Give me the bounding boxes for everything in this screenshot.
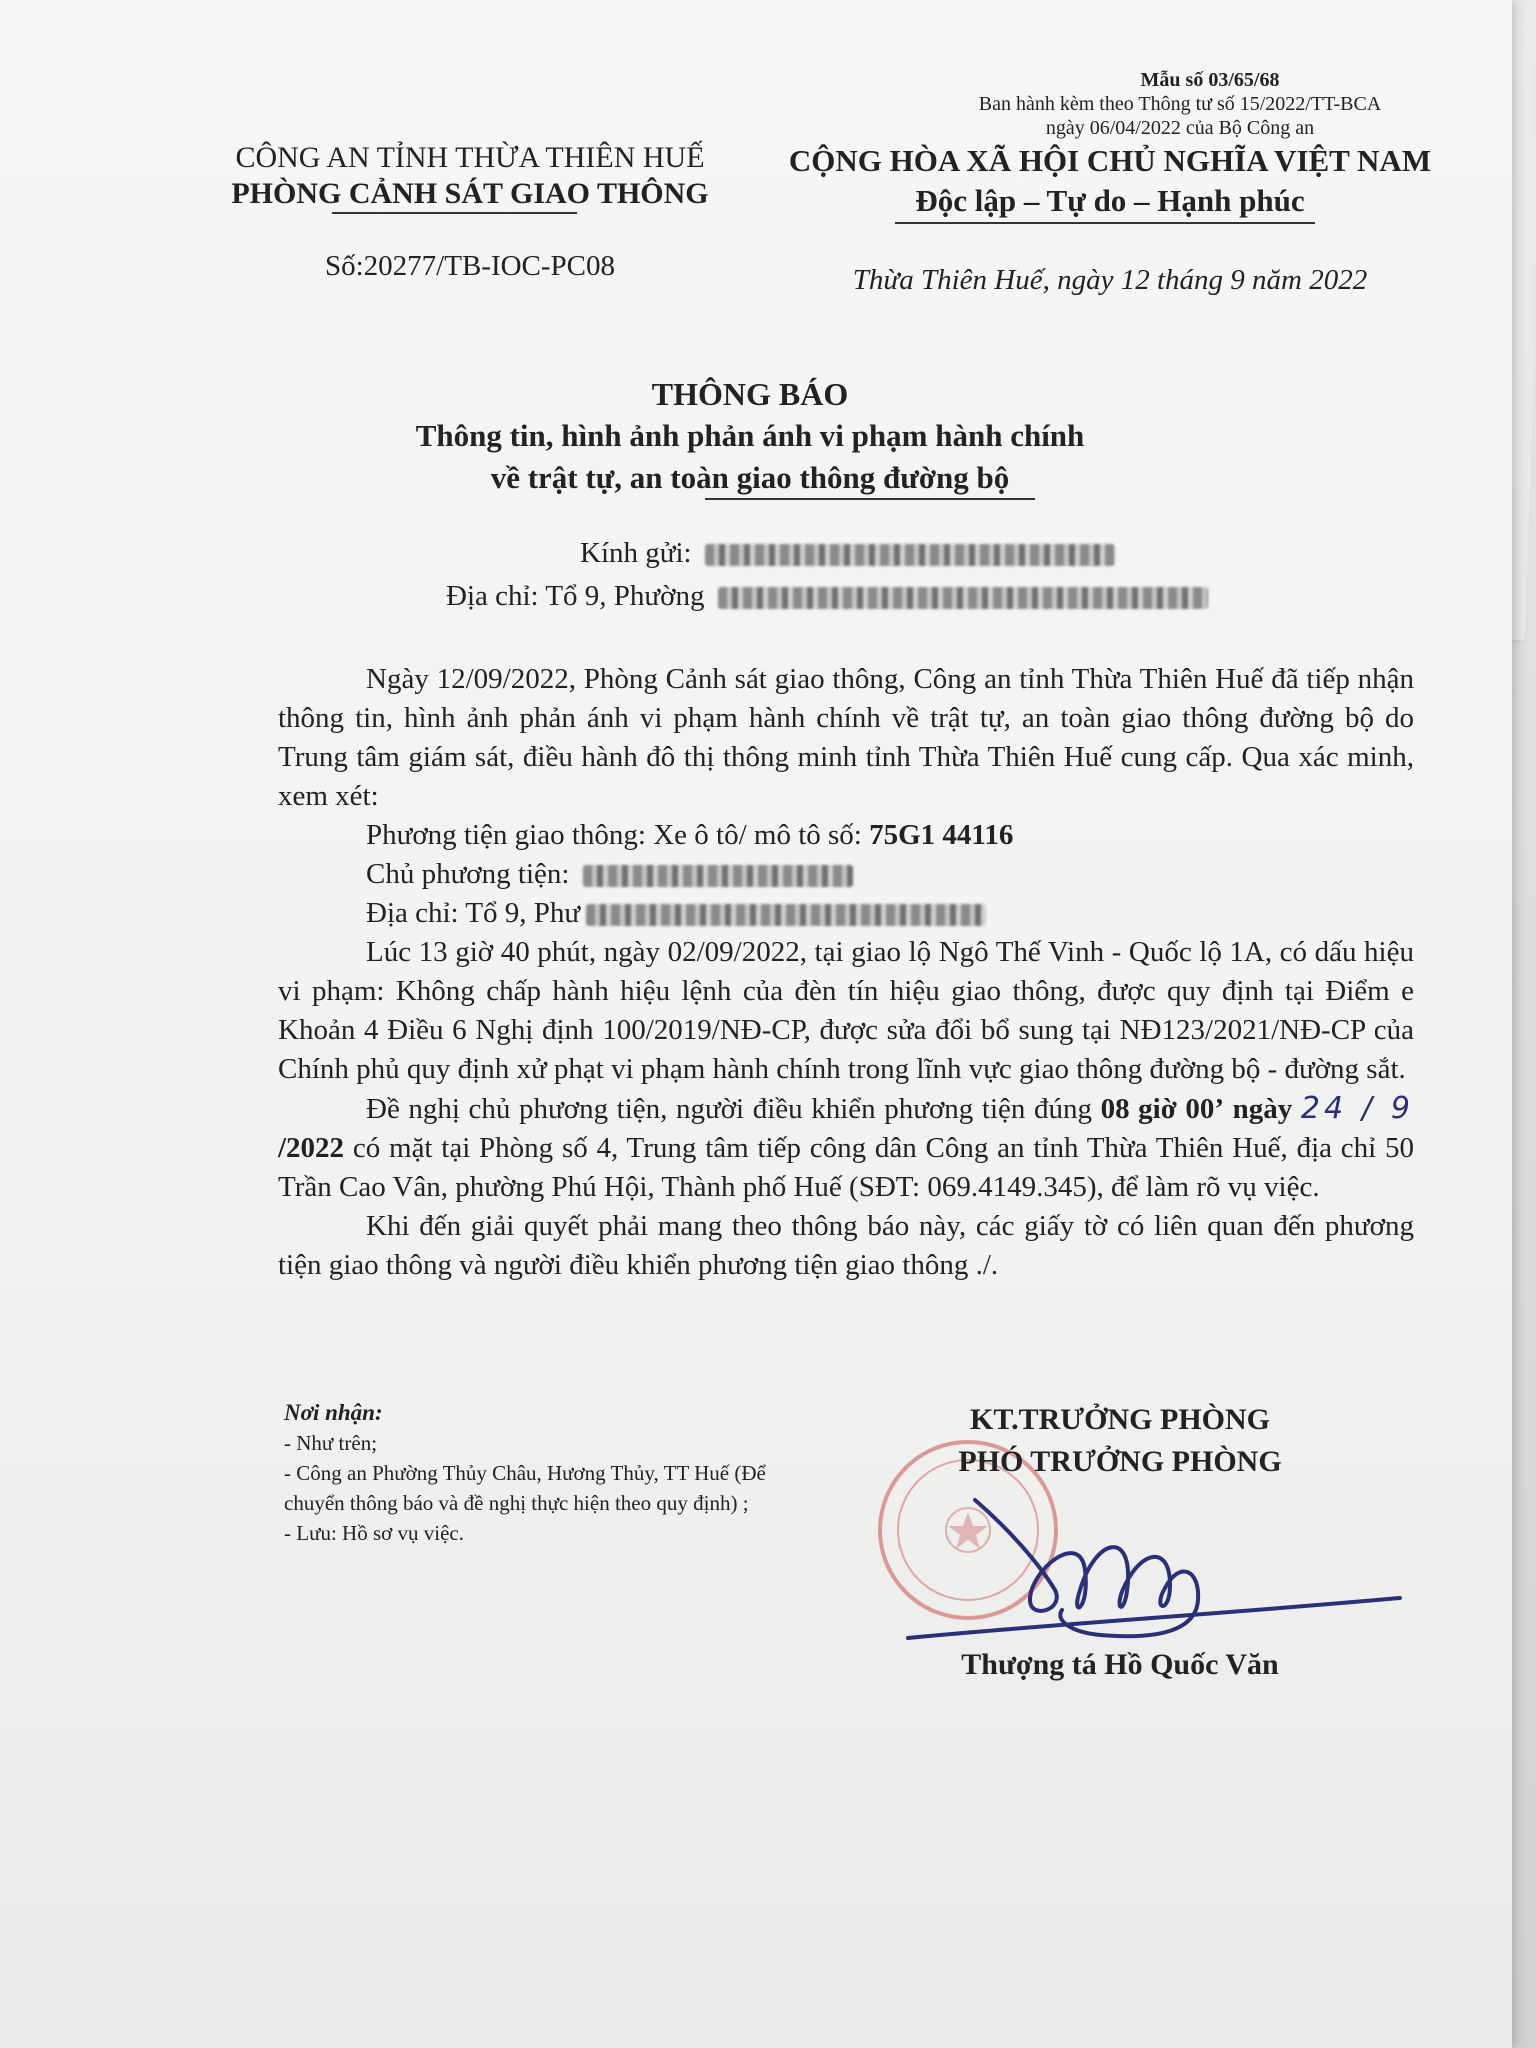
form-issued-date: ngày 06/04/2022 của Bộ Công an [1045,117,1315,139]
recipient-to-label: Kính gửi: [580,537,692,569]
recipient-address-label: Địa chỉ: [446,580,539,612]
place-date: Thừa Thiên Huế, ngày 12 tháng 9 năm 2022 [852,264,1368,296]
recipient-item: - Như trên; [284,1431,378,1455]
paragraph-3-start: Đề nghị chủ phương tiện, người điều khiển phương tiện đúng [366,1093,1101,1125]
owner-name-redacted [583,865,853,887]
appointment-day-label: ngày [1232,1093,1293,1125]
signature-title-2: PHÓ TRƯỞNG PHÒNG [958,1445,1282,1478]
recipient-address-redacted [718,587,1208,609]
agency-parent: CÔNG AN TỈNH THỪA THIÊN HUẾ [235,141,705,174]
vehicle-label: Phương tiện giao thông: Xe ô tô/ mô tô số: [366,819,870,851]
vehicle-plate: 75G1 44116 [869,819,1014,851]
motto-underline [895,222,1315,224]
document-number: Số:20277/TB-IOC-PC08 [324,250,616,282]
nation-name: CỘNG HÒA XÃ HỘI CHỦ NGHĨA VIỆT NAM [788,143,1432,178]
recipients-block [284,1398,824,1548]
recipient-address-line [446,577,1208,616]
body-paragraph-4: Khi đến giải quyết phải mang theo thông báo này, các giấy tờ có liên quan đến phương tiện giao thông và người điều khiển phương tiện giao thông ./. [278,1210,1414,1281]
recipient-address-visible: Tổ 9, Phường [545,580,705,612]
form-issued-with: Ban hành kèm theo Thông tư số 15/2022/TT-BCA [978,93,1382,115]
owner-line [278,855,1414,894]
handwritten-signature [880,1470,1420,1660]
document-body [278,660,1414,1285]
body-paragraph-3 [278,1089,1414,1207]
recipient-item: - Công an Phường Thủy Châu, Hương Thủy, TT Huế (Để chuyển thông báo và đề nghị thực hiện theo quy định) ; [284,1461,766,1515]
vehicle-line [278,816,1414,855]
nation-motto: Độc lập – Tự do – Hạnh phúc [915,183,1305,218]
body-paragraph-1: Ngày 12/09/2022, Phòng Cảnh sát giao thông, Công an tỉnh Thừa Thiên Huế đã tiếp nhận thông tin, hình ảnh phản ánh vi phạm hành chính về trật tự, an toàn giao thông đường bộ do Trung tâm giám sát, điều hành đô thị thông minh tỉnh Thừa Thiên Huế cung cấp. Qua xác minh, xem xét: [278,663,1414,812]
agency-underline [332,212,577,214]
subtitle-underline [705,498,1035,500]
recipients-title: Nơi nhận: [284,1400,383,1425]
form-number: Mẫu số 03/65/68 [1140,69,1280,91]
body-paragraph-2: Lúc 13 giờ 40 phút, ngày 02/09/2022, tại giao lộ Ngô Thế Vinh - Quốc lộ 1A, có dấu hiệu vi phạm: Không chấp hành hiệu lệnh của đèn tín hiệu giao thông, được quy định tại Điểm e Khoản 4 Điều 6 Nghị định 100/2019/NĐ-CP, được sửa đổi bổ sung tại NĐ123/2021/NĐ-CP của Chính phủ quy định xử phạt vi phạm hành chính trong lĩnh vực giao thông đường bộ - đường sắt. [278,936,1414,1085]
owner-label: Chủ phương tiện: [366,858,570,890]
paragraph-3-rest: có mặt tại Phòng số 4, Trung tâm tiếp công dân Công an tỉnh Thừa Thiên Huế, địa chỉ 50 Trần Cao Vân, phường Phú Hội, Thành phố Huế (SĐT: 069.4149.345), để làm rõ vụ việc. [278,1132,1414,1203]
recipient-item: - Lưu: Hồ sơ vụ việc. [284,1521,464,1545]
document-title: THÔNG BÁO [651,376,849,412]
appointment-time: 08 giờ 00’ [1100,1093,1225,1125]
signature-title-1: KT.TRƯỞNG PHÒNG [970,1403,1270,1436]
appointment-year: /2022 [278,1132,345,1164]
owner-address-line [278,894,1414,933]
recipient-name-redacted [705,544,1115,566]
owner-address-redacted [586,904,986,926]
document-subtitle-line2: về trật tự, an toàn giao thông đường bộ [490,460,1010,495]
owner-address-label: Địa chỉ: Tổ 9, Phư [366,897,581,929]
document-subtitle-line1: Thông tin, hình ảnh phản ánh vi phạm hành chính [415,418,1085,453]
recipient-line [580,534,1115,573]
agency-name: PHÒNG CẢNH SÁT GIAO THÔNG [231,177,709,210]
appointment-date-handwritten: 24 / 9 [1300,1091,1414,1126]
signer-name: Thượng tá Hồ Quốc Văn [961,1648,1279,1681]
